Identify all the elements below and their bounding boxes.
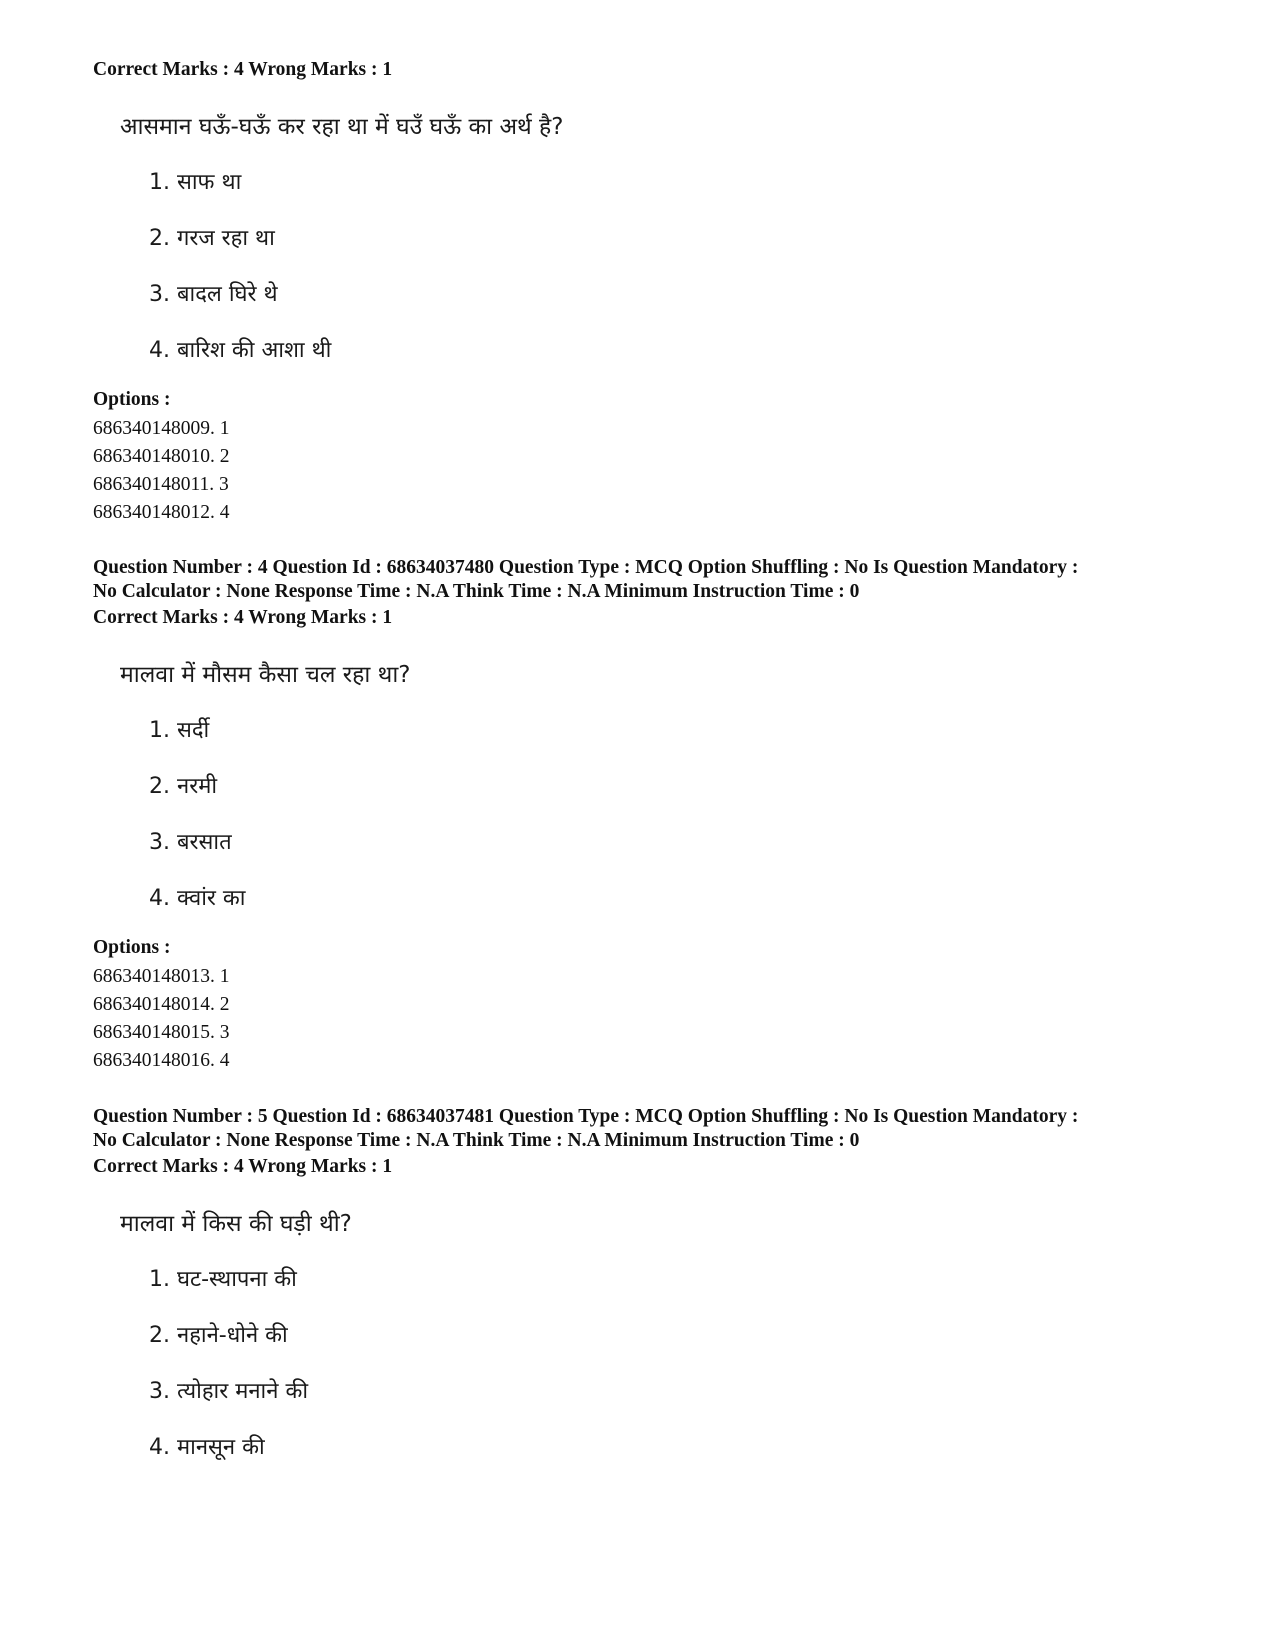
question-text: मालवा में किस की घड़ी थी? [120, 1211, 352, 1237]
question-meta-line-1: Question Number : 5 Question Id : 68634037481 Question Type : MCQ Option Shuffling : No Is Question Mandatory : [93, 1106, 1079, 1127]
question-meta-line-1: Question Number : 4 Question Id : 68634037480 Question Type : MCQ Option Shuffling : No Is Question Mandatory : [93, 557, 1079, 578]
marks-line: Correct Marks : 4 Wrong Marks : 1 [93, 607, 393, 628]
question-text: मालवा में मौसम कैसा चल रहा था? [120, 662, 411, 688]
choice-4: 4. बारिश की आशा थी [149, 338, 332, 363]
option-id-4: 686340148012. 4 [93, 502, 230, 523]
choice-2: 2. नरमी [149, 774, 218, 799]
option-id-1: 686340148009. 1 [93, 418, 230, 439]
choice-2: 2. गरज रहा था [149, 226, 275, 251]
question-meta-line-2: No Calculator : None Response Time : N.A Think Time : N.A Minimum Instruction Time : 0 [93, 581, 860, 602]
choice-4: 4. मानसून की [149, 1435, 265, 1460]
option-id-3: 686340148011. 3 [93, 474, 229, 495]
question-3-block [93, 58, 1193, 523]
choice-3: 3. त्योहार मनाने की [149, 1379, 309, 1404]
question-meta-line-2: No Calculator : None Response Time : N.A Think Time : N.A Minimum Instruction Time : 0 [93, 1130, 860, 1151]
option-id-3: 686340148015. 3 [93, 1022, 230, 1043]
marks-line: Correct Marks : 4 Wrong Marks : 1 [93, 1156, 393, 1177]
question-5-block [93, 1105, 1193, 1460]
options-label: Options : [93, 937, 171, 958]
option-id-2: 686340148010. 2 [93, 446, 230, 467]
choice-4: 4. क्वांर का [149, 886, 246, 911]
question-4-block [93, 556, 1193, 1071]
question-text: आसमान घऊँ-घऊँ कर रहा था में घउँ घऊँ का अर्थ है? [120, 114, 564, 140]
choice-1: 1. साफ था [149, 170, 242, 195]
option-id-1: 686340148013. 1 [93, 966, 230, 987]
choice-2: 2. नहाने-धोने की [149, 1323, 288, 1348]
option-id-4: 686340148016. 4 [93, 1050, 230, 1071]
options-label: Options : [93, 389, 171, 410]
choice-1: 1. सर्दी [149, 718, 210, 743]
marks-line: Correct Marks : 4 Wrong Marks : 1 [93, 59, 393, 80]
choice-3: 3. बादल घिरे थे [149, 282, 278, 307]
choice-3: 3. बरसात [149, 830, 232, 855]
option-id-2: 686340148014. 2 [93, 994, 230, 1015]
choice-1: 1. घट-स्थापना की [149, 1267, 297, 1292]
